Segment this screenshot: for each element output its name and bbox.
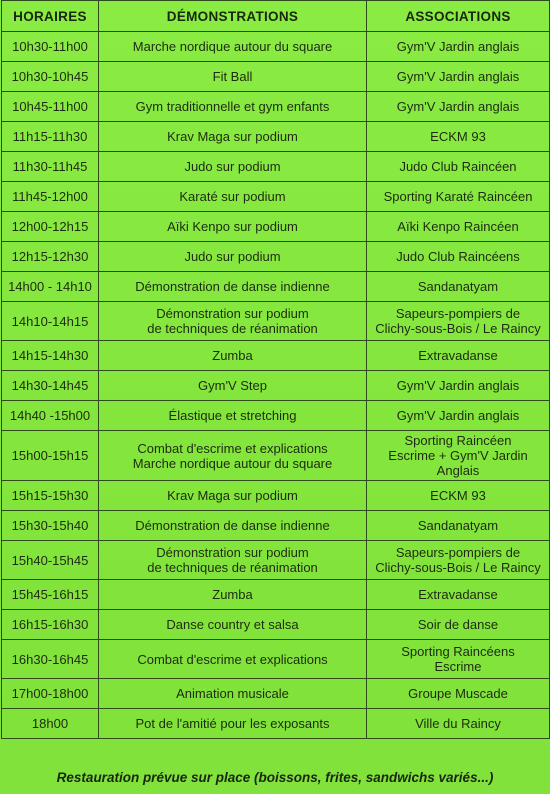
demonstration-line: Élastique et stretching xyxy=(168,408,297,423)
demonstration-line: Krav Maga sur podium xyxy=(167,129,298,144)
association-cell xyxy=(367,431,550,481)
demonstration-line: Marche nordique autour du square xyxy=(132,39,333,54)
association-cell xyxy=(367,511,550,541)
schedule-body xyxy=(2,32,550,739)
demonstration-line: Judo sur podium xyxy=(184,249,281,264)
time-cell: 15h15-15h30 xyxy=(2,481,99,511)
table-row xyxy=(2,679,550,709)
table-row xyxy=(2,272,550,302)
footer-note: Restauration prévue sur place (boissons, frites, sandwichs variés...) xyxy=(56,770,494,785)
table-row xyxy=(2,182,550,212)
header-demonstrations: DÉMONSTRATIONS xyxy=(99,1,367,32)
demonstration-line: Animation musicale xyxy=(176,686,289,701)
demonstration-line: Démonstration sur podium xyxy=(156,306,309,321)
demonstration-cell xyxy=(99,92,367,122)
association-line: Clichy-sous-Bois / Le Raincy xyxy=(375,560,541,575)
demonstration-line: Krav Maga sur podium xyxy=(167,488,298,503)
time-cell: 18h00 xyxy=(2,709,99,739)
association-line: Sporting Karaté Raincéen xyxy=(383,189,533,204)
association-line: Clichy-sous-Bois / Le Raincy xyxy=(375,321,541,336)
association-line: Judo Club Raincéens xyxy=(396,249,520,264)
association-cell xyxy=(367,610,550,640)
association-line: Sandanatyam xyxy=(417,279,499,294)
table-row xyxy=(2,481,550,511)
demonstration-line: Zumba xyxy=(212,348,253,363)
time-cell: 10h30-11h00 xyxy=(2,32,99,62)
demonstration-cell xyxy=(99,341,367,371)
demonstration-cell xyxy=(99,431,367,481)
demonstration-line: Danse country et salsa xyxy=(166,617,299,632)
table-row xyxy=(2,709,550,739)
demonstration-cell xyxy=(99,401,367,431)
association-cell xyxy=(367,679,550,709)
demonstration-cell xyxy=(99,580,367,610)
association-cell xyxy=(367,92,550,122)
header-associations: ASSOCIATIONS xyxy=(367,1,550,32)
association-line: Gym'V Jardin anglais xyxy=(396,99,520,114)
table-row xyxy=(2,62,550,92)
association-cell xyxy=(367,341,550,371)
association-cell xyxy=(367,481,550,511)
association-cell xyxy=(367,32,550,62)
association-line: Ville du Raincy xyxy=(415,716,501,731)
association-line: Aïki Kenpo Raincéen xyxy=(397,219,519,234)
demonstration-cell xyxy=(99,640,367,679)
association-line: Sporting Raincéen xyxy=(404,433,512,448)
demonstration-line: de techniques de réanimation xyxy=(147,560,318,575)
demonstration-cell xyxy=(99,32,367,62)
association-cell xyxy=(367,152,550,182)
time-cell: 10h45-11h00 xyxy=(2,92,99,122)
table-row xyxy=(2,92,550,122)
association-cell xyxy=(367,182,550,212)
demonstration-line: Gym traditionnelle et gym enfants xyxy=(135,99,330,114)
time-cell: 16h30-16h45 xyxy=(2,640,99,679)
demonstration-cell xyxy=(99,272,367,302)
association-line: Gym'V Jardin anglais xyxy=(396,69,520,84)
association-cell xyxy=(367,401,550,431)
time-cell: 15h00-15h15 xyxy=(2,431,99,481)
association-cell xyxy=(367,580,550,610)
time-cell: 14h15-14h30 xyxy=(2,341,99,371)
association-cell xyxy=(367,122,550,152)
time-cell: 14h10-14h15 xyxy=(2,302,99,341)
demonstration-cell xyxy=(99,62,367,92)
association-cell xyxy=(367,242,550,272)
time-cell: 17h00-18h00 xyxy=(2,679,99,709)
demonstration-cell xyxy=(99,212,367,242)
time-cell: 14h30-14h45 xyxy=(2,371,99,401)
demonstration-cell xyxy=(99,242,367,272)
demonstration-cell xyxy=(99,541,367,580)
association-cell xyxy=(367,541,550,580)
demonstration-cell xyxy=(99,481,367,511)
demonstration-cell xyxy=(99,302,367,341)
demonstration-line: Combat d'escrime et explications xyxy=(137,651,328,667)
table-row xyxy=(2,32,550,62)
association-cell xyxy=(367,371,550,401)
association-line: Escrime xyxy=(434,659,482,674)
association-line: Sapeurs-pompiers de xyxy=(395,545,521,560)
demonstration-line: Karaté sur podium xyxy=(179,189,286,204)
demonstration-line: Fit Ball xyxy=(212,69,253,84)
table-row xyxy=(2,640,550,679)
time-cell: 11h30-11h45 xyxy=(2,152,99,182)
association-line: Sapeurs-pompiers de xyxy=(395,306,521,321)
demonstration-cell xyxy=(99,371,367,401)
table-row xyxy=(2,242,550,272)
time-cell: 15h30-15h40 xyxy=(2,511,99,541)
time-cell: 10h30-10h45 xyxy=(2,62,99,92)
table-row xyxy=(2,341,550,371)
association-line: Extravadanse xyxy=(418,348,498,363)
association-line: Gym'V Jardin anglais xyxy=(396,39,520,54)
demonstration-line: Aïki Kenpo sur podium xyxy=(167,219,298,234)
header-horaires: HORAIRES xyxy=(2,1,99,32)
demonstration-line: Zumba xyxy=(212,587,253,602)
table-row xyxy=(2,541,550,580)
table-header-row xyxy=(2,1,550,32)
association-cell xyxy=(367,62,550,92)
time-cell: 12h15-12h30 xyxy=(2,242,99,272)
demonstration-line: Pot de l'amitié pour les exposants xyxy=(135,716,330,731)
time-cell: 11h45-12h00 xyxy=(2,182,99,212)
time-cell: 11h15-11h30 xyxy=(2,122,99,152)
demonstration-line: Démonstration de danse indienne xyxy=(135,518,330,533)
table-row xyxy=(2,511,550,541)
table-row xyxy=(2,212,550,242)
association-line: Sporting Raincéens xyxy=(401,644,515,659)
association-line: Extravadanse xyxy=(418,587,498,602)
demonstration-line: Démonstration de danse indienne xyxy=(135,279,330,294)
association-line: Gym'V Jardin anglais xyxy=(396,378,520,393)
table-row xyxy=(2,580,550,610)
association-line: Anglais xyxy=(436,463,480,478)
demonstration-cell xyxy=(99,122,367,152)
demonstration-line: Judo sur podium xyxy=(184,159,281,174)
time-cell: 12h00-12h15 xyxy=(2,212,99,242)
demonstration-line: Combat d'escrime et explications xyxy=(137,440,328,456)
association-line: Groupe Muscade xyxy=(408,686,508,701)
association-line: ECKM 93 xyxy=(430,488,486,503)
demonstration-line: Gym'V Step xyxy=(198,378,267,393)
table-row xyxy=(2,371,550,401)
association-line: Soir de danse xyxy=(417,617,499,632)
association-line: Gym'V Jardin anglais xyxy=(396,408,520,423)
schedule-table xyxy=(1,0,550,739)
table-row xyxy=(2,431,550,481)
time-cell: 14h40 -15h00 xyxy=(2,401,99,431)
association-line: Judo Club Raincéen xyxy=(399,159,517,174)
demonstration-cell xyxy=(99,610,367,640)
demonstration-cell xyxy=(99,182,367,212)
association-cell xyxy=(367,709,550,739)
association-line: ECKM 93 xyxy=(430,129,486,144)
time-cell: 15h40-15h45 xyxy=(2,541,99,580)
association-line: Escrime + Gym'V Jardin xyxy=(388,448,528,463)
demonstration-cell xyxy=(99,511,367,541)
table-row xyxy=(2,401,550,431)
demonstration-line: Démonstration sur podium xyxy=(156,545,309,560)
time-cell: 15h45-16h15 xyxy=(2,580,99,610)
table-row xyxy=(2,152,550,182)
time-cell: 14h00 - 14h10 xyxy=(2,272,99,302)
association-line: Sandanatyam xyxy=(417,518,499,533)
association-cell xyxy=(367,640,550,679)
demonstration-line: Marche nordique autour du square xyxy=(132,455,333,471)
demonstration-cell xyxy=(99,679,367,709)
demonstration-line: de techniques de réanimation xyxy=(147,321,318,336)
demonstration-cell xyxy=(99,152,367,182)
association-cell xyxy=(367,272,550,302)
association-cell xyxy=(367,212,550,242)
table-row xyxy=(2,610,550,640)
table-row xyxy=(2,302,550,341)
demonstration-cell xyxy=(99,709,367,739)
table-row xyxy=(2,122,550,152)
association-cell xyxy=(367,302,550,341)
time-cell: 16h15-16h30 xyxy=(2,610,99,640)
